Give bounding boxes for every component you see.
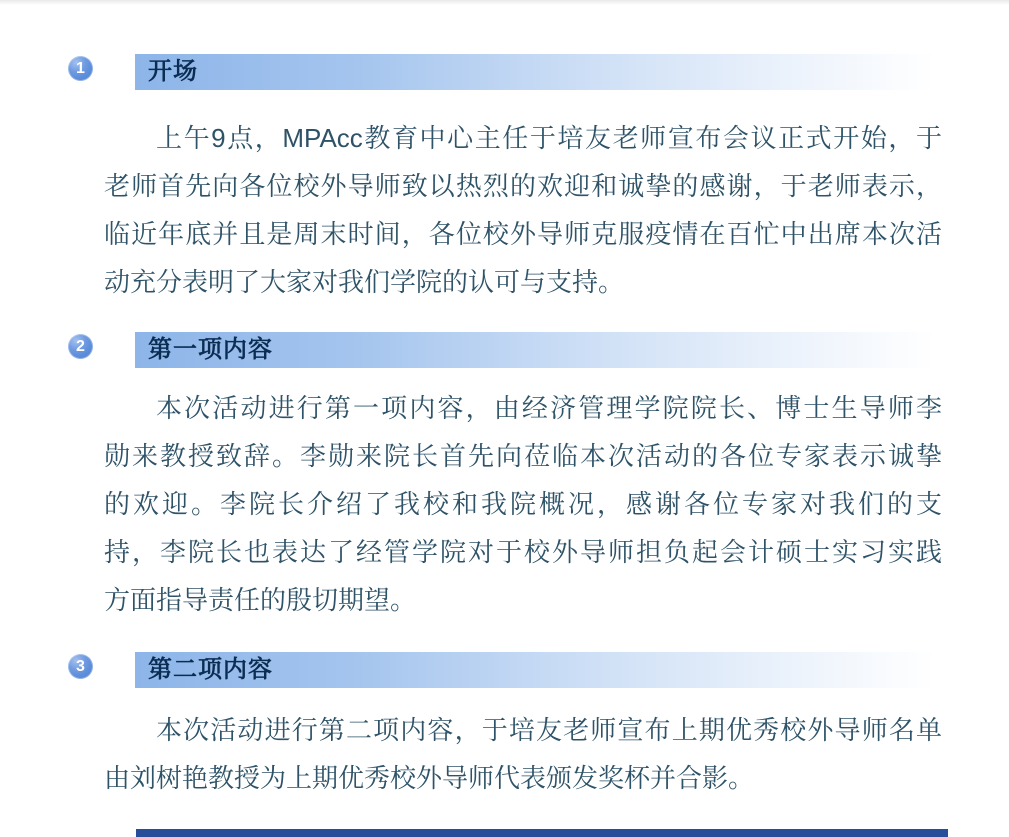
paragraph-line: 的欢迎。李院长介绍了我校和我院概况，感谢各位专家对我们的支 xyxy=(104,489,942,519)
paragraph-line: 动充分表明了大家对我们学院的认可与支持。 xyxy=(104,267,625,297)
section-3-header-bar xyxy=(135,652,935,688)
section-1-number-badge: 1 xyxy=(68,56,93,81)
paragraph-line: 老师首先向各位校外导师致以热烈的欢迎和诚挚的感谢，于老师表示， xyxy=(104,171,942,201)
section-2-number-badge: 2 xyxy=(68,334,93,359)
paragraph-line: 持，李院长也表达了经管学院对于校外导师担负起会计硕士实习实践 xyxy=(104,537,942,567)
section-3-paragraph xyxy=(104,706,942,802)
top-edge-shadow xyxy=(0,0,1009,5)
paragraph-line: 本次活动进行第一项内容，由经济管理学院院长、博士生导师李 xyxy=(156,393,942,423)
paragraph-line: 本次活动进行第二项内容，于培友老师宣布上期优秀校外导师名单 xyxy=(156,715,942,745)
section-2-paragraph xyxy=(104,384,942,624)
section-3-title: 第二项内容 xyxy=(148,656,273,683)
paragraph-line: 方面指导责任的殷切期望。 xyxy=(104,585,417,615)
paragraph-line: 由刘树艳教授为上期优秀校外导师代表颁发奖杯并合影。 xyxy=(104,763,755,793)
section-1-paragraph xyxy=(104,114,942,306)
section-1-header-bar xyxy=(135,54,935,90)
section-3-number-badge: 3 xyxy=(68,654,93,679)
paragraph-line: 上午9点，MPAcc教育中心主任于培友老师宣布会议正式开始，于 xyxy=(156,123,942,153)
section-2-header-bar xyxy=(135,332,935,368)
section-1-title: 开场 xyxy=(148,58,198,85)
paragraph-line: 勋来教授致辞。李勋来院长首先向莅临本次活动的各位专家表示诚挚 xyxy=(104,441,942,471)
paragraph-line: 临近年底并且是周末时间，各位校外导师克服疫情在百忙中出席本次活 xyxy=(104,219,942,249)
section-2-title: 第一项内容 xyxy=(148,336,273,363)
